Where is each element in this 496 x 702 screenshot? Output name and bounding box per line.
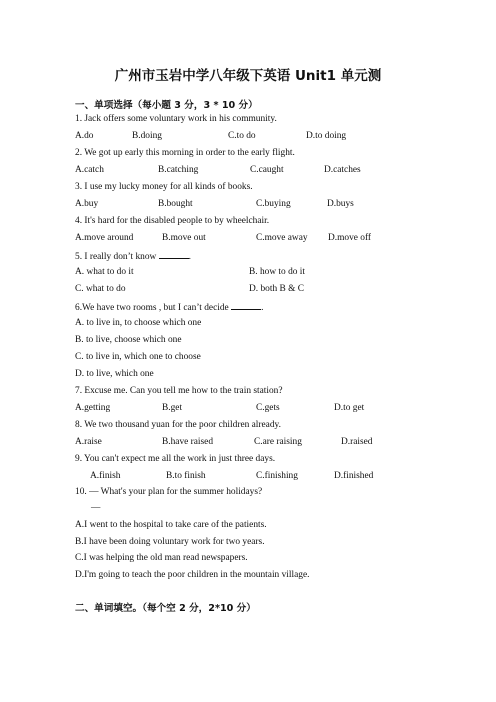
question-8-option-b: B.have raised — [162, 437, 214, 447]
page-title: 广州市玉岩中学八年级下英语 Unit1 单元测 — [114, 68, 382, 84]
question-3-option-d: D.buys — [327, 199, 354, 209]
section-heading-word-fill: 二、单词填空。（每个空 2 分，2*10 分） — [75, 603, 256, 614]
question-2-stem: 2. We got up early this morning in order to the early flight. — [75, 148, 295, 158]
question-2-option-b: B.catching — [158, 165, 199, 175]
question-7-option-c: C.gets — [256, 403, 280, 413]
question-4-option-b: B.move out — [162, 233, 206, 243]
question-10-option-a: A.I went to the hospital to take care of the patients. — [75, 520, 267, 530]
question-3-option-c: C.buying — [256, 199, 291, 209]
question-2-option-a: A.catch — [75, 165, 104, 175]
question-3-option-b: B.bought — [158, 199, 193, 209]
question-4-option-d: D.move off — [328, 233, 372, 243]
question-1-option-c: C.to do — [228, 131, 256, 141]
question-3-option-a: A.buy — [75, 199, 99, 209]
question-8-stem: 8. We two thousand yuan for the poor children already. — [75, 420, 281, 430]
answer-blank — [159, 250, 189, 259]
question-9-option-b: B.to finish — [166, 471, 206, 481]
question-9-stem: 9. You can't expect me all the work in just three days. — [75, 454, 276, 464]
question-8-option-a: A.raise — [75, 437, 102, 447]
question-8-option-c: C.are raising — [254, 437, 302, 447]
question-5-option-a: A. what to do it — [75, 267, 134, 277]
question-6-option-b: B. to live, choose which one — [75, 335, 182, 345]
answer-blank — [231, 301, 261, 310]
question-7-option-d: D.to get — [334, 403, 365, 413]
question-5-option-c: C. what to do — [75, 284, 126, 294]
question-2-option-c: C.caught — [250, 165, 284, 175]
question-10-option-c: C.I was helping the old man read newspapers. — [75, 553, 248, 563]
question-1-option-a: A.do — [75, 131, 94, 141]
question-10-option-b: B.I have been doing voluntary work for two years. — [75, 537, 265, 547]
question-5-stem: 5. I really don’t know . — [75, 252, 192, 262]
question-7-option-b: B.get — [162, 403, 183, 413]
question-10-stem: 10. — What's your plan for the summer holidays? — [75, 487, 263, 497]
question-8-option-d: D.raised — [341, 437, 373, 447]
question-4-stem: 4. It's hard for the disabled people to by wheelchair. — [75, 216, 270, 226]
question-9-option-a: A.finish — [90, 471, 121, 481]
question-1-option-b: B.doing — [132, 131, 162, 141]
question-9-option-d: D.finished — [334, 471, 374, 481]
question-1-stem: 1. Jack offers some voluntary work in his community. — [75, 114, 277, 124]
question-9-option-c: C.finishing — [256, 471, 298, 481]
question-6-stem: 6.We have two rooms , but I can’t decide . — [75, 303, 264, 313]
question-5-option-b: B. how to do it — [249, 267, 305, 277]
question-6-option-d: D. to live, which one — [75, 369, 154, 379]
question-5-option-d: D. both B & C — [249, 284, 304, 294]
question-1-option-d: D.to doing — [306, 131, 347, 141]
question-7-stem: 7. Excuse me. Can you tell me how to the train station? — [75, 386, 283, 396]
question-3-stem: 3. I use my lucky money for all kinds of books. — [75, 182, 253, 192]
section-heading-multiple-choice: 一、单项选择（每小题 3 分，3 * 10 分） — [75, 100, 258, 111]
question-7-option-a: A.getting — [75, 403, 111, 413]
question-6-option-a: A. to live in, to choose which one — [75, 318, 202, 328]
question-4-option-a: A.move around — [75, 233, 134, 243]
question-6-option-c: C. to live in, which one to choose — [75, 352, 201, 362]
question-2-option-d: D.catches — [324, 165, 361, 175]
question-10-reply-dash: — — [91, 503, 101, 513]
question-10-option-d: D.I'm going to teach the poor children in the mountain village. — [75, 570, 310, 580]
question-4-option-c: C.move away — [256, 233, 308, 243]
